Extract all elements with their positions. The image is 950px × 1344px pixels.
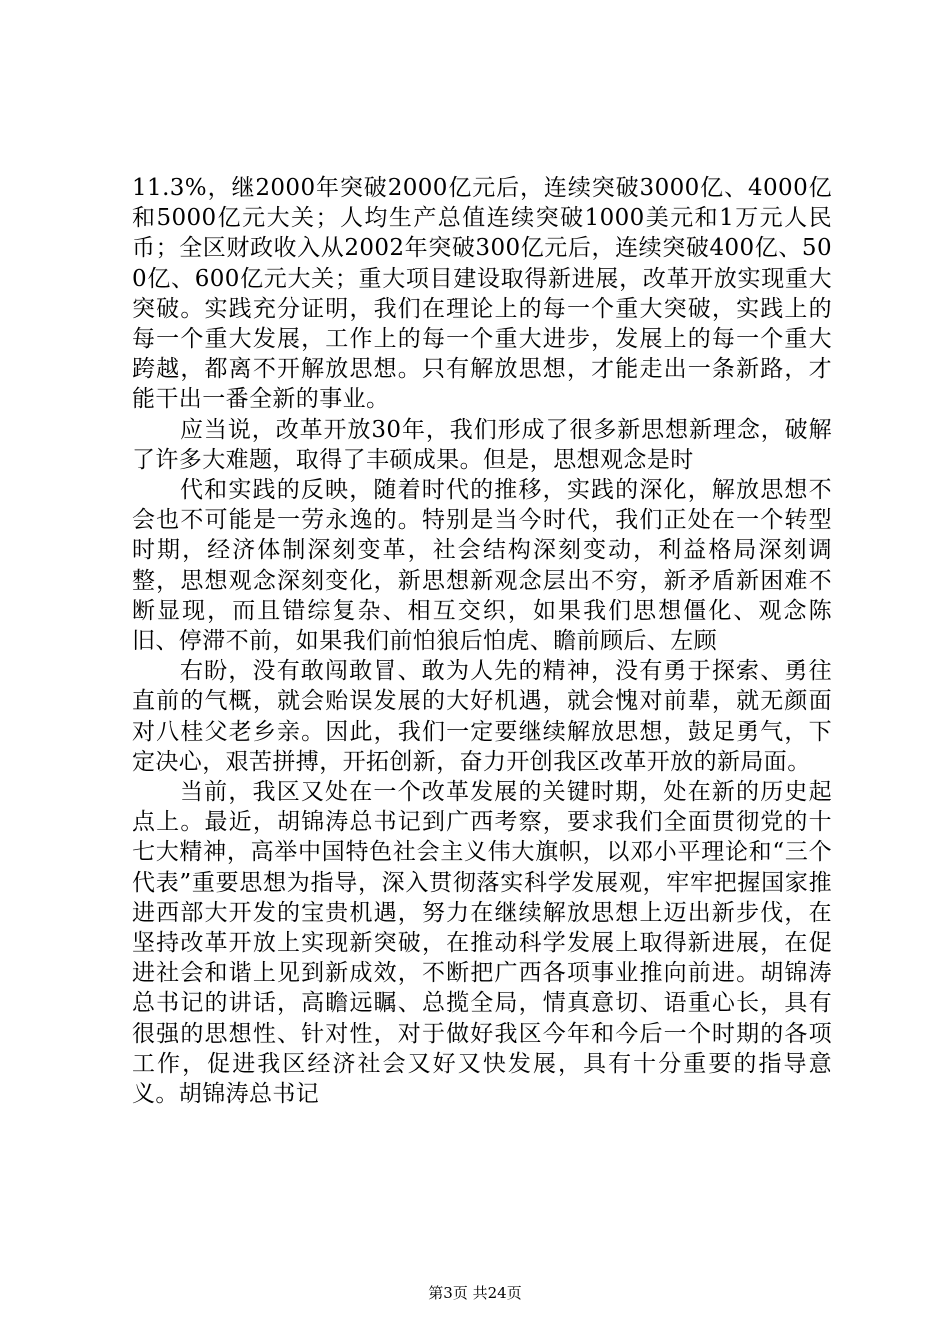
paragraph-4: 右盼，没有敢闯敢冒、敢为人先的精神，没有勇于探索、勇往直前的气概，就会贻误发展的大好机遇，就会愧对前辈，就无颜面对八桂父老乡亲。因此，我们一定要继续解放思想，鼓足勇气，下定决心，艰苦拼搏，开拓创新，奋力开创我区改革开放的新局面。 xyxy=(132,658,832,775)
paragraph-2: 应当说，改革开放30年，我们形成了很多新思想新理念，破解了许多大难题，取得了丰硕成果。但是，思想观念是时 xyxy=(132,416,832,473)
document-body xyxy=(132,173,832,1109)
paragraph-5: 当前，我区又处在一个改革发展的关键时期，处在新的历史起点上。最近，胡锦涛总书记到广西考察，要求我们全面贯彻党的十七大精神，高举中国特色社会主义伟大旗帜，以邓小平理论和“三个代表”重要思想为指导，深入贯彻落实科学发展观，牢牢把握国家推进西部大开发的宝贵机遇，努力在继续解放思想上迈出新步伐，在坚持改革开放上实现新突破，在推动科学发展上取得新进展，在促进社会和谐上见到新成效，不断把广西各项事业推向前进。胡锦涛总书记的讲话，高瞻远瞩、总揽全局，情真意切、语重心长，具有很强的思想性、针对性，对于做好我区今年和今后一个时期的各项工作，促进我区经济社会又好又快发展，具有十分重要的指导意义。胡锦涛总书记 xyxy=(132,779,832,1108)
paragraph-3: 代和实践的反映，随着时代的推移，实践的深化，解放思想不会也不可能是一劳永逸的。特别是当今时代，我们正处在一个转型时期，经济体制深刻变革，社会结构深刻变动，利益格局深刻调整，思想观念深刻变化，新思想新观念层出不穷，新矛盾新困难不断显现，而且错综复杂、相互交织，如果我们思想僵化、观念陈旧、停滞不前，如果我们前怕狼后怕虎、瞻前顾后、左顾 xyxy=(132,477,832,655)
paragraph-1: 11.3%，继2000年突破2000亿元后，连续突破3000亿、4000亿和5000亿元大关；人均生产总值连续突破1000美元和1万元人民币；全区财政收入从2002年突破300亿元后，连续突破400亿、500亿、600亿元大关；重大项目建设取得新进展，改革开放实现重大突破。实践充分证明，我们在理论上的每一个重大突破，实践上的每一个重大发展，工作上的每一个重大进步，发展上的每一个重大跨越，都离不开解放思想。只有解放思想，才能走出一条新路，才能干出一番全新的事业。 xyxy=(132,175,832,413)
page-number-footer: 第3页 共24页 xyxy=(428,1284,522,1302)
